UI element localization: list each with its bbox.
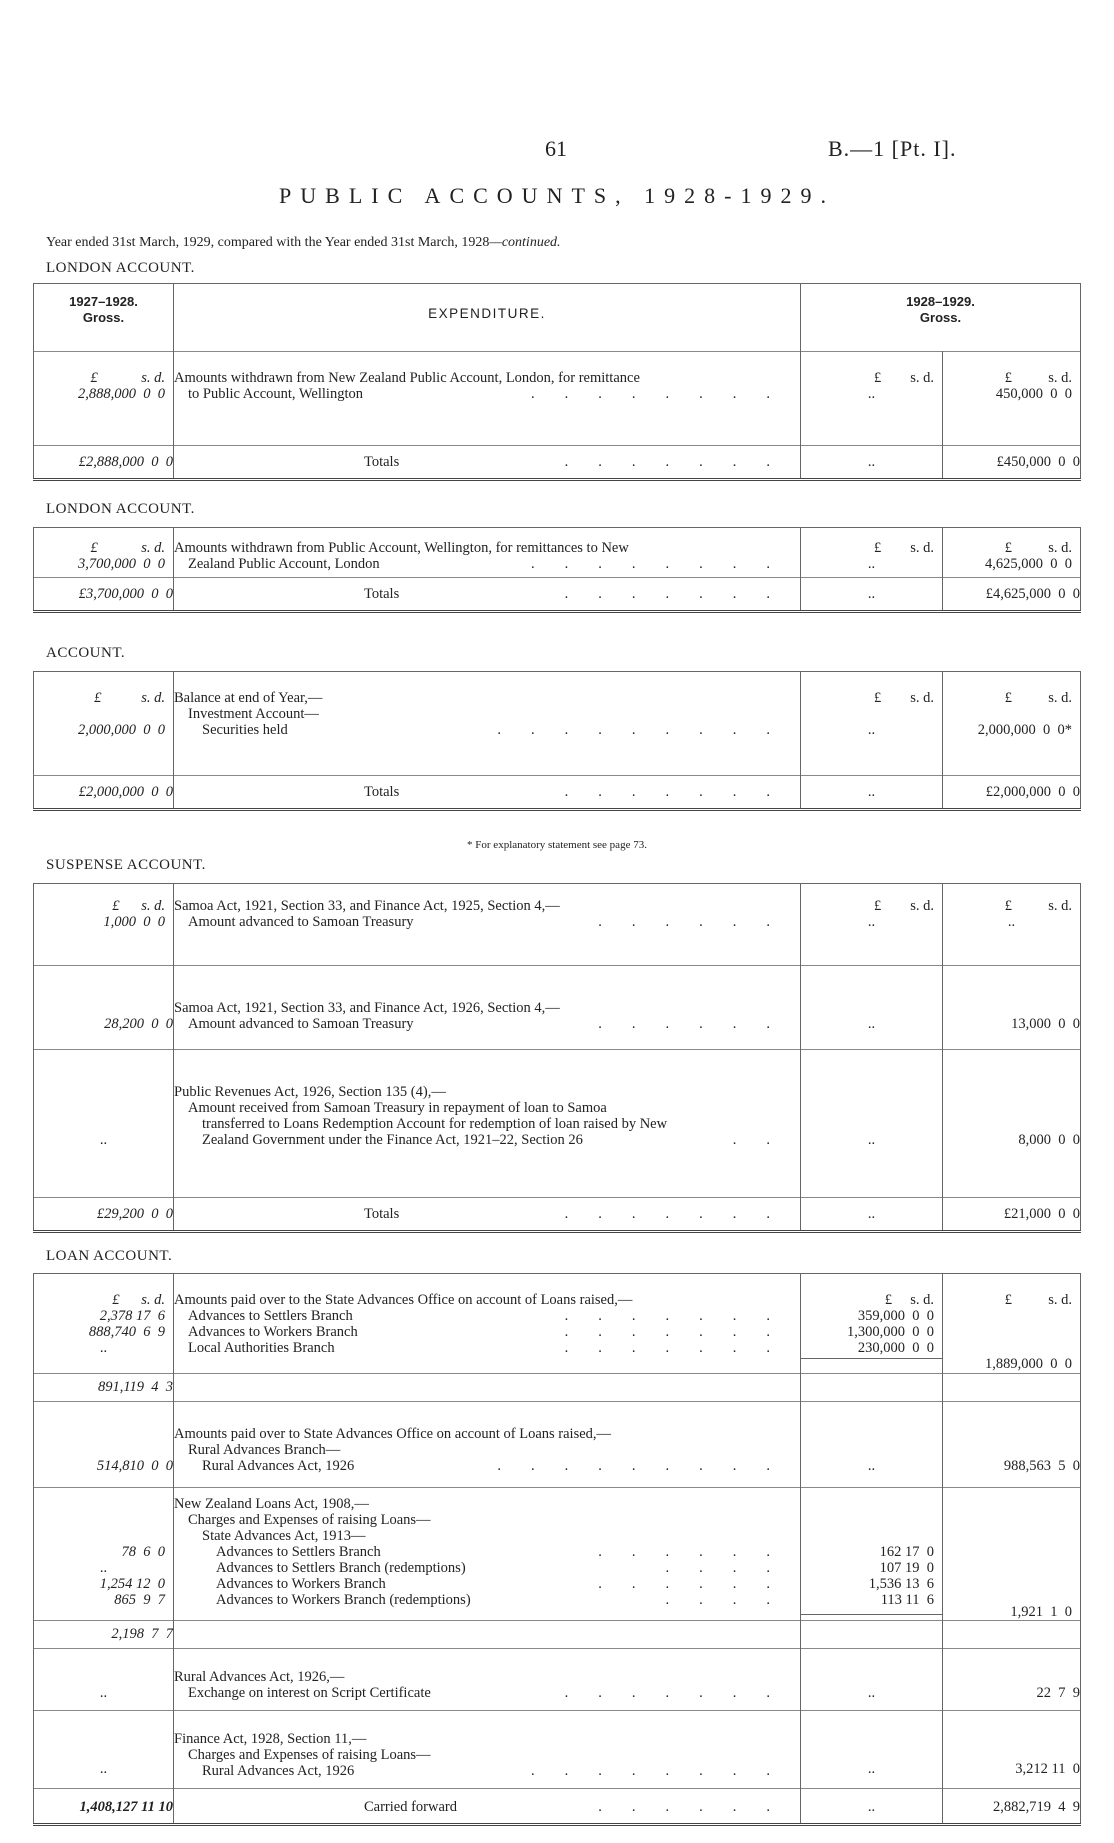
current-amount: £ s. d. 2,000,000 0 0* — [943, 672, 1081, 776]
spacer — [174, 1621, 801, 1649]
current-amount: 22 7 9 — [943, 1649, 1081, 1711]
detail-amount: 162 17 0 107 19 0 1,536 13 6 113 11 6 — [801, 1488, 943, 1621]
prev-amount: £ s. d. 3,700,000 0 0 — [34, 528, 174, 578]
col-header-current: 1928–1929. Gross. — [801, 284, 1081, 352]
col-header-expenditure: EXPENDITURE. — [174, 284, 801, 352]
current-total: £21,000 0 0 — [943, 1198, 1081, 1232]
section-label-account: ACCOUNT. — [46, 645, 126, 661]
totals-label: Totals ....... — [174, 578, 801, 612]
detail-amount: £ s. d. .. — [801, 884, 943, 966]
prev-total: £29,200 0 0 — [34, 1198, 174, 1232]
description: Samoa Act, 1921, Section 33, and Finance Act, 1926, Section 4,— Amount advanced to Samoan Treasury ...... — [174, 966, 801, 1050]
current-amount: £ s. d. 450,000 0 0 — [943, 352, 1081, 446]
prev-subtotal: 2,198 7 7 — [34, 1621, 174, 1649]
section-label-london-1: LONDON ACCOUNT. — [46, 260, 195, 276]
description: Public Revenues Act, 1926, Section 135 (4),— Amount received from Samoan Treasury in repayment of loan to Samoa transferred to Loans Redemption Account for redemption of loan raised by New Zealand Government under the Finance Act, 1921–22, Section 26 .. — [174, 1050, 801, 1198]
prev-total: £2,888,000 0 0 — [34, 446, 174, 480]
spacer — [943, 1621, 1081, 1649]
carried-forward-prev: 1,408,127 11 10 — [34, 1789, 174, 1825]
section-label-loan: LOAN ACCOUNT. — [46, 1248, 173, 1264]
totals-label: Totals ....... — [174, 1198, 801, 1232]
totals-label: Totals ....... — [174, 446, 801, 480]
prev-amount: £ s. d. 2,000,000 0 0 — [34, 672, 174, 776]
prev-total: £2,000,000 0 0 — [34, 776, 174, 810]
description: Amounts paid over to State Advances Office on account of Loans raised,— Rural Advances Branch— Rural Advances Act, 1926 ......... — [174, 1402, 801, 1488]
current-total: £2,000,000 0 0 — [943, 776, 1081, 810]
current-amount: 3,212 11 0 — [943, 1711, 1081, 1789]
prev-amount: 514,810 0 0 — [34, 1402, 174, 1488]
detail-nil: .. — [801, 446, 943, 480]
description: Finance Act, 1928, Section 11,— Charges and Expenses of raising Loans— Rural Advances Act, 1926 ........ — [174, 1711, 801, 1789]
prev-subtotal: 891,119 4 3 — [34, 1374, 174, 1402]
london-account-table-2 — [33, 527, 1081, 613]
col-header-prev: 1927–1928. Gross. — [34, 284, 174, 352]
spacer — [943, 1374, 1081, 1402]
carried-forward-current: 2,882,719 4 9 — [943, 1789, 1081, 1825]
detail-amount: £ s. d. .. — [801, 352, 943, 446]
prev-total: £3,700,000 0 0 — [34, 578, 174, 612]
description: Amounts withdrawn from Public Account, Wellington, for remittances to New Zealand Public Account, London ........ — [174, 528, 801, 578]
spacer — [174, 1374, 801, 1402]
current-amount: £ s. d. 1,889,000 0 0 — [943, 1274, 1081, 1374]
detail-amount: £ s. d. 359,000 0 0 1,300,000 0 0 230,000 0 0 — [801, 1274, 943, 1374]
prev-nil: .. — [34, 1711, 174, 1789]
spacer — [801, 1621, 943, 1649]
current-total: £450,000 0 0 — [943, 446, 1081, 480]
detail-nil: .. — [801, 1649, 943, 1711]
detail-nil: .. — [801, 1711, 943, 1789]
detail-amount: £ s. d. .. — [801, 672, 943, 776]
prev-amount: £ s. d. 2,378 17 6 888,740 6 9 .. — [34, 1274, 174, 1374]
current-amount: 988,563 5 0 — [943, 1402, 1081, 1488]
detail-nil: .. — [801, 1050, 943, 1198]
current-amount: 8,000 0 0 — [943, 1050, 1081, 1198]
detail-amount: £ s. d. .. — [801, 528, 943, 578]
prev-amount: £ s. d. 2,888,000 0 0 — [34, 352, 174, 446]
detail-nil: .. — [801, 1789, 943, 1825]
current-amount: £ s. d. 4,625,000 0 0 — [943, 528, 1081, 578]
current-total: £4,625,000 0 0 — [943, 578, 1081, 612]
description: Amounts paid over to the State Advances Office on account of Loans raised,— Advances to Settlers Branch ....... Advances to Workers Branch ....... Local Authorities Branch ....... — [174, 1274, 801, 1374]
loan-account-table — [33, 1273, 1081, 1826]
description: Balance at end of Year,— Investment Account— Securities held ......... — [174, 672, 801, 776]
detail-nil: .. — [801, 1402, 943, 1488]
description: New Zealand Loans Act, 1908,— Charges and Expenses of raising Loans— State Advances Act, 1913— Advances to Settlers Branch ...... Advances to Settlers Branch (redemptions) .... Advances to Workers Branch ...... Advances to Workers Branch (redemptions) .... — [174, 1488, 801, 1621]
current-amount: 13,000 0 0 — [943, 966, 1081, 1050]
prev-nil: .. — [34, 1050, 174, 1198]
description: Amounts withdrawn from New Zealand Public Account, London, for remittance to Public Account, Wellington ........ — [174, 352, 801, 446]
footnote: * For explanatory statement see page 73. — [467, 839, 647, 851]
london-account-table-1 — [33, 283, 1081, 481]
detail-nil: .. — [801, 966, 943, 1050]
page-title: PUBLIC ACCOUNTS, 1928-1929. — [279, 183, 835, 208]
prev-amount: 28,200 0 0 — [34, 966, 174, 1050]
subtitle: Year ended 31st March, 1929, compared with the Year ended 31st March, 1928—continued. — [46, 235, 561, 250]
section-label-london-2: LONDON ACCOUNT. — [46, 501, 195, 517]
description: Samoa Act, 1921, Section 33, and Finance Act, 1925, Section 4,— Amount advanced to Samoan Treasury ...... — [174, 884, 801, 966]
current-amount: 1,921 1 0 — [943, 1488, 1081, 1621]
current-amount: £ s. d. .. — [943, 884, 1081, 966]
parliamentary-ref: B.—1 [Pt. I]. — [828, 136, 957, 161]
prev-amount: 78 6 0 .. 1,254 12 0 865 9 7 — [34, 1488, 174, 1621]
section-label-suspense: SUSPENSE ACCOUNT. — [46, 857, 206, 873]
suspense-account-table — [33, 883, 1081, 1233]
carried-forward-label: Carried forward ...... — [174, 1789, 801, 1825]
page-number: 61 — [545, 136, 567, 161]
spacer — [801, 1374, 943, 1402]
detail-nil: .. — [801, 776, 943, 810]
detail-nil: .. — [801, 1198, 943, 1232]
totals-label: Totals ....... — [174, 776, 801, 810]
investment-account-table — [33, 671, 1081, 811]
detail-nil: .. — [801, 578, 943, 612]
description: Rural Advances Act, 1926,— Exchange on interest on Script Certificate ....... — [174, 1649, 801, 1711]
prev-nil: .. — [34, 1649, 174, 1711]
prev-amount: £ s. d. 1,000 0 0 — [34, 884, 174, 966]
